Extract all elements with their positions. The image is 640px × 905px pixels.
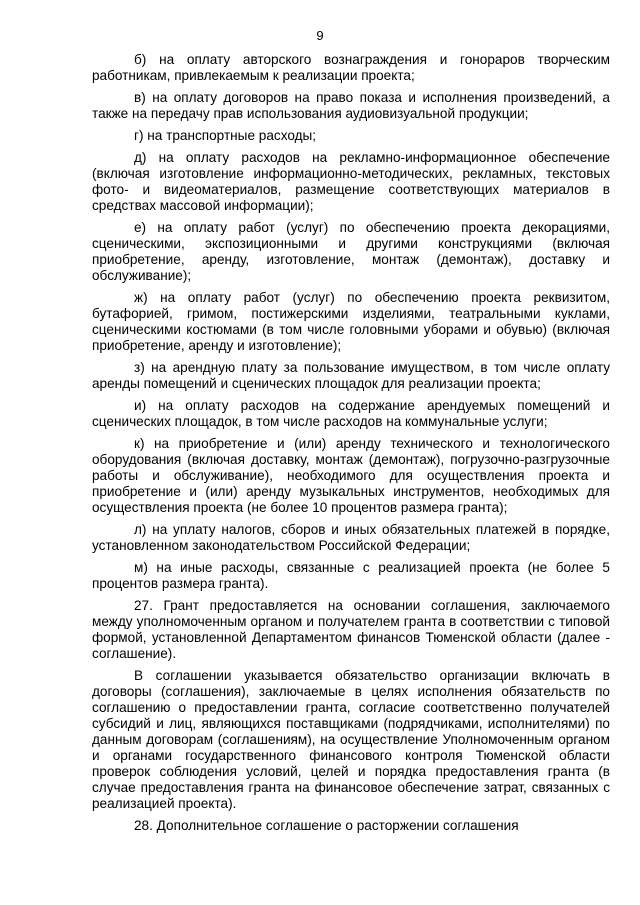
paragraph-clause-27: 27. Грант предоставляется на основании соглашения, заключаемого между уполномоченным органом и получателем гранта в соответствии с типовой формой, установленной Департаментом финансов Тюменской области (далее - соглашение).	[92, 598, 610, 661]
paragraph-item-e: е) на оплату работ (услуг) по обеспечению проекта декорациями, сценическими, экспозиционными и другими конструкциями (включая приобретение, аренду, изготовление, монтаж (демонтаж), доставку и обслуживание);	[92, 220, 610, 283]
paragraph-item-b: б) на оплату авторского вознаграждения и гонораров творческим работникам, привлекаемым к реализации проекта;	[92, 52, 610, 83]
paragraph-agreement-obligation: В соглашении указывается обязательство организации включать в договоры (соглашения), заключаемые в целях исполнения обязательств по соглашению о предоставлении гранта, согласие соответственно получателей субсидий и лиц, являющихся поставщиками (подрядчиками, исполнителями) по данным договорам (соглашениям), на осуществление Уполномоченным органом и органами государственного финансового контроля Тюменской области проверок соблюдения условий, целей и порядка предоставления гранта (в случае предоставления гранта на финансовое обеспечение затрат, связанных с реализацией проекта).	[92, 668, 610, 811]
paragraph-item-i: и) на оплату расходов на содержание арендуемых помещений и сценических площадок, в том числе расходов на коммунальные услуги;	[92, 398, 610, 429]
paragraph-item-m: м) на иные расходы, связанные с реализацией проекта (не более 5 процентов размера гранта).	[92, 560, 610, 591]
paragraph-item-k: к) на приобретение и (или) аренду технического и технологического оборудования (включая доставку, монтаж (демонтаж), погрузочно-разгрузочные работы и обслуживание), необходимого для осуществления проекта и приобретение и (или) аренду музыкальных инструментов, необходимых для осуществления проекта (не более 10 процентов размера гранта);	[92, 436, 610, 515]
paragraph-item-zh: ж) на оплату работ (услуг) по обеспечению проекта реквизитом, бутафорией, гримом, постижерскими изделиями, театральными куклами, сценическими костюмами (в том числе головными уборами и обувью) (включая приобретение, аренду и изготовление);	[92, 290, 610, 353]
paragraph-item-z: з) на арендную плату за пользование имуществом, в том числе оплату аренды помещений и сценических площадок для реализации проекта;	[92, 360, 610, 391]
document-body	[92, 52, 610, 834]
paragraph-item-d: д) на оплату расходов на рекламно-информационное обеспечение (включая изготовление информационно-методических, рекламных, текстовых фото- и видеоматериалов, размещение соответствующих материалов в средствах массовой информации);	[92, 150, 610, 213]
paragraph-item-l: л) на уплату налогов, сборов и иных обязательных платежей в порядке, установленном законодательством Российской Федерации;	[92, 522, 610, 553]
paragraph-clause-28: 28. Дополнительное соглашение о расторжении соглашения	[134, 818, 519, 833]
paragraph-item-g: г) на транспортные расходы;	[134, 128, 317, 143]
paragraph-item-v: в) на оплату договоров на право показа и исполнения произведений, а также на передачу прав использования аудиовизуальной продукции;	[92, 90, 610, 121]
page-number: 9	[316, 28, 324, 43]
